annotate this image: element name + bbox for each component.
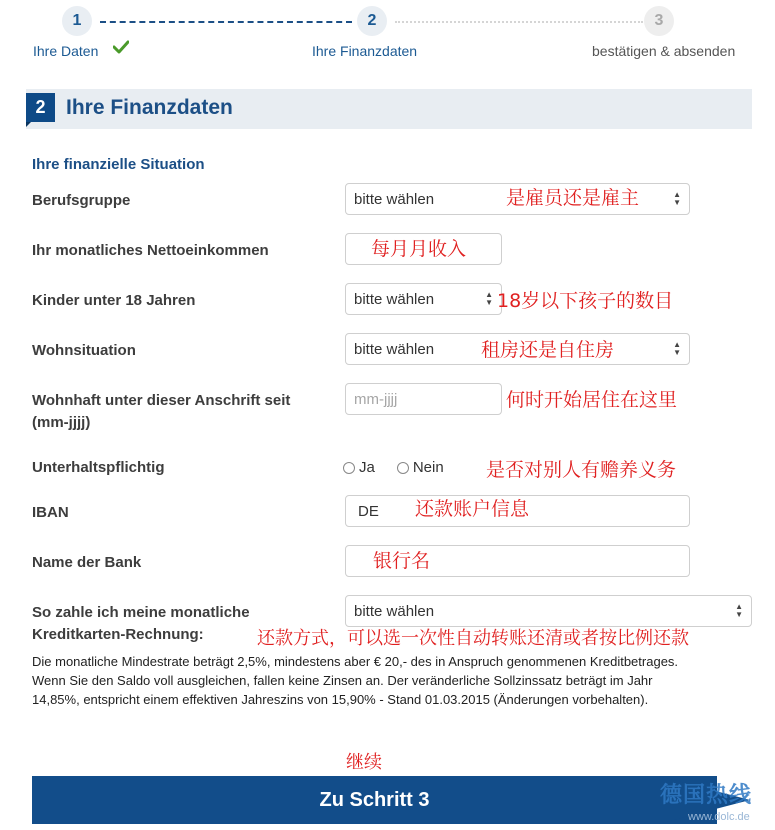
annotation-kinder: 18岁以下孩子的数目 — [497, 290, 674, 312]
bank-label: Name der Bank — [32, 554, 142, 571]
step-1-label[interactable]: Ihre Daten — [33, 43, 99, 59]
subsection-title: Ihre finanzielle Situation — [32, 156, 205, 173]
step-connector-2-3 — [395, 21, 643, 23]
annotation-nettoeinkommen: 每月月收入 — [371, 238, 467, 260]
zahlung-label — [32, 602, 250, 646]
checkmark-icon — [113, 40, 129, 54]
section-badge-fold — [26, 122, 31, 127]
iban-value: DE — [358, 502, 379, 520]
next-step-button[interactable]: Zu Schritt 3 — [32, 776, 717, 824]
radio-nein-label: Nein — [412, 459, 444, 476]
step-connector-1-2 — [100, 21, 352, 23]
kinder-label: Kinder unter 18 Jahren — [32, 292, 196, 309]
zahlung-select[interactable] — [345, 595, 752, 627]
annotation-zahlung: 还款方式，可以选一次性自动转账还清或者按比例还款 — [257, 628, 689, 649]
kinder-value: bitte wählen — [354, 290, 435, 308]
note-line-2: Wenn Sie den Saldo voll ausgleichen, fallen keine Zinsen an. Der veränderliche Sollzinssatz beträgt im Jahr — [32, 673, 653, 688]
annotation-bank: 银行名 — [373, 550, 431, 572]
zahlung-label-line2: Kreditkarten-Rechnung: — [32, 626, 204, 643]
note-line-1: Die monatliche Mindestrate beträgt 2,5%, mindestens aber € 20,- des in Anspruch genommenen Kreditbetrages. — [32, 654, 679, 669]
unterhalt-option-ja[interactable] — [343, 459, 375, 476]
wohnhaft-placeholder: mm-jjjj — [354, 390, 398, 408]
wohnhaft-label — [32, 390, 290, 434]
wohnsituation-value: bitte wählen — [354, 340, 435, 358]
select-arrows-icon: ▲ ▼ — [673, 190, 681, 207]
annotation-wohnhaft: 何时开始居住在这里 — [506, 389, 678, 411]
wohnhaft-date-input[interactable] — [345, 383, 502, 415]
section-number-badge: 2 — [26, 93, 55, 122]
wohnsituation-label: Wohnsituation — [32, 342, 136, 359]
unterhalt-label: Unterhaltspflichtig — [32, 459, 165, 476]
nettoeinkommen-label: Ihr monatliches Nettoeinkommen — [32, 242, 269, 259]
step-1-circle[interactable]: 1 — [62, 6, 92, 36]
radio-ja[interactable] — [343, 462, 355, 474]
unterhalt-radio-group — [343, 459, 466, 476]
interest-rate-note — [32, 652, 752, 709]
watermark-url: www.dolc.de — [688, 811, 750, 823]
annotation-continue: 继续 — [346, 752, 382, 773]
step-2-label: Ihre Finanzdaten — [312, 43, 418, 59]
annotation-unterhalt: 是否对别人有赡养义务 — [486, 459, 677, 481]
step-3-label: bestätigen & absenden — [592, 43, 736, 59]
unterhalt-option-nein[interactable] — [397, 459, 444, 476]
annotation-iban: 还款账户信息 — [415, 498, 530, 520]
section-title: Ihre Finanzdaten — [66, 96, 233, 119]
wohnhaft-label-line1: Wohnhaft unter dieser Anschrift seit — [32, 392, 291, 409]
annotation-wohnsituation: 租房还是自住房 — [481, 339, 615, 361]
watermark-logo: 德国热线 — [660, 783, 753, 808]
step-3-circle: 3 — [644, 6, 674, 36]
berufsgruppe-value: bitte wählen — [354, 190, 435, 208]
iban-label: IBAN — [32, 504, 69, 521]
radio-nein[interactable] — [397, 462, 409, 474]
zahlung-label-line1: So zahle ich meine monatliche — [32, 604, 250, 621]
wohnhaft-label-line2: (mm-jjjj) — [32, 414, 91, 431]
note-line-3: 14,85%, entspricht einem effektiven Jahreszins von 15,90% - Stand 01.03.2015 (Änderungen vorbehalten). — [32, 692, 649, 707]
annotation-berufsgruppe: 是雇员还是雇主 — [506, 187, 640, 209]
select-arrows-icon: ▲ ▼ — [485, 290, 493, 307]
radio-ja-label: Ja — [359, 459, 375, 476]
step-2-circle: 2 — [357, 6, 387, 36]
select-arrows-icon: ▲ ▼ — [735, 602, 743, 619]
select-arrows-icon: ▲ ▼ — [673, 340, 681, 357]
zahlung-value: bitte wählen — [354, 602, 435, 620]
berufsgruppe-label: Berufsgruppe — [32, 192, 131, 209]
kinder-select[interactable] — [345, 283, 502, 315]
